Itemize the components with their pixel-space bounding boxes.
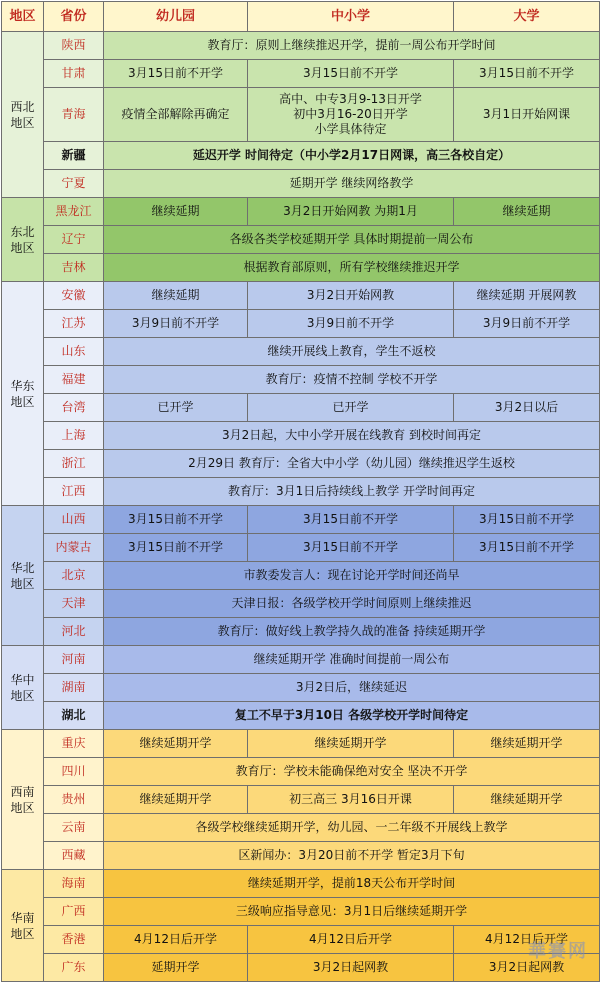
header-row <box>2 2 600 32</box>
province-cell: 四川 <box>44 758 104 786</box>
kindergarten-cell: 3月15日前不开学 <box>104 60 248 88</box>
policy-cell: 各级各类学校延期开学 具体时期提前一周公布 <box>104 226 600 254</box>
policy-cell: 教育厅：3月1日后持续线上教学 开学时间再定 <box>104 478 600 506</box>
policy-cell: 3月2日起，大中小学开展在线教育 到校时间再定 <box>104 422 600 450</box>
province-cell: 西藏 <box>44 842 104 870</box>
province-cell: 北京 <box>44 562 104 590</box>
table-row <box>2 338 600 366</box>
table-row <box>2 870 600 898</box>
header-primary-secondary: 中小学 <box>248 2 454 32</box>
province-cell: 宁夏 <box>44 170 104 198</box>
table-row <box>2 226 600 254</box>
province-cell: 江苏 <box>44 310 104 338</box>
kindergarten-cell: 已开学 <box>104 394 248 422</box>
policy-cell: 天津日报：各级学校开学时间原则上继续推迟 <box>104 590 600 618</box>
primary-secondary-cell: 高中、中专3月9-13日开学 初中3月16-20日开学 小学具体待定 <box>248 88 454 142</box>
policy-cell: 市教委发言人：现在讨论开学时间还尚早 <box>104 562 600 590</box>
watermark: 華賽网 <box>528 941 588 962</box>
table-row <box>2 366 600 394</box>
policy-cell: 教育厅：疫情不控制 学校不开学 <box>104 366 600 394</box>
university-cell: 3月2日以后 <box>454 394 600 422</box>
province-cell: 河北 <box>44 618 104 646</box>
policy-cell: 三级响应指导意见：3月1日后继续延期开学 <box>104 898 600 926</box>
university-cell: 3月1日开始网课 <box>454 88 600 142</box>
region-cell: 东北 地区 <box>2 198 44 282</box>
policy-cell: 延期开学 继续网络教学 <box>104 170 600 198</box>
table-row <box>2 534 600 562</box>
table-row <box>2 786 600 814</box>
table-row <box>2 282 600 310</box>
table-row <box>2 394 600 422</box>
table-body <box>2 32 600 982</box>
province-cell: 河南 <box>44 646 104 674</box>
policy-cell: 复工不早于3月10日 各级学校开学时间待定 <box>104 702 600 730</box>
policy-cell: 区新闻办：3月20日前不开学 暂定3月下旬 <box>104 842 600 870</box>
province-cell: 吉林 <box>44 254 104 282</box>
university-cell: 3月15日前不开学 <box>454 506 600 534</box>
policy-cell: 继续延期开学，提前18天公布开学时间 <box>104 870 600 898</box>
primary-secondary-cell: 3月15日前不开学 <box>248 60 454 88</box>
province-cell: 江西 <box>44 478 104 506</box>
kindergarten-cell: 4月12日后开学 <box>104 926 248 954</box>
kindergarten-cell: 延期开学 <box>104 954 248 982</box>
region-cell: 华北 地区 <box>2 506 44 646</box>
region-cell: 西北 地区 <box>2 32 44 198</box>
province-cell: 广东 <box>44 954 104 982</box>
table-row <box>2 170 600 198</box>
province-cell: 安徽 <box>44 282 104 310</box>
header-province: 省份 <box>44 2 104 32</box>
table-row <box>2 674 600 702</box>
table-row <box>2 88 600 142</box>
university-cell: 3月2日起网教 <box>454 954 600 982</box>
province-cell: 新疆 <box>44 142 104 170</box>
table-row <box>2 954 600 982</box>
primary-secondary-cell: 3月2日开始网教 <box>248 282 454 310</box>
province-cell: 陕西 <box>44 32 104 60</box>
policy-cell: 各级学校继续延期开学，幼儿园、一二年级不开展线上教学 <box>104 814 600 842</box>
policy-cell: 2月29日 教育厅：全省大中小学（幼儿园）继续推迟学生返校 <box>104 450 600 478</box>
university-cell: 4月12日后开学 <box>454 926 600 954</box>
table-row <box>2 842 600 870</box>
region-cell: 华南 地区 <box>2 870 44 982</box>
university-cell: 3月15日前不开学 <box>454 60 600 88</box>
university-cell: 继续延期开学 <box>454 730 600 758</box>
header-university: 大学 <box>454 2 600 32</box>
primary-secondary-cell: 3月15日前不开学 <box>248 506 454 534</box>
province-cell: 云南 <box>44 814 104 842</box>
table-row <box>2 898 600 926</box>
primary-secondary-cell: 已开学 <box>248 394 454 422</box>
region-cell: 西南 地区 <box>2 730 44 870</box>
policy-cell: 教育厅：学校未能确保绝对安全 坚决不开学 <box>104 758 600 786</box>
kindergarten-cell: 3月15日前不开学 <box>104 534 248 562</box>
region-cell: 华东 地区 <box>2 282 44 506</box>
primary-secondary-cell: 3月15日前不开学 <box>248 534 454 562</box>
kindergarten-cell: 继续延期 <box>104 198 248 226</box>
province-cell: 山东 <box>44 338 104 366</box>
province-cell: 浙江 <box>44 450 104 478</box>
kindergarten-cell: 3月15日前不开学 <box>104 506 248 534</box>
province-cell: 黑龙江 <box>44 198 104 226</box>
table-row <box>2 60 600 88</box>
table-row <box>2 478 600 506</box>
policy-cell: 3月2日后，继续延迟 <box>104 674 600 702</box>
province-cell: 台湾 <box>44 394 104 422</box>
university-cell: 继续延期 <box>454 198 600 226</box>
kindergarten-cell: 疫情全部解除再确定 <box>104 88 248 142</box>
policy-cell: 教育厅：原则上继续推迟开学，提前一周公布开学时间 <box>104 32 600 60</box>
primary-secondary-cell: 3月2日开始网教 为期1月 <box>248 198 454 226</box>
policy-cell: 继续开展线上教育，学生不返校 <box>104 338 600 366</box>
province-cell: 青海 <box>44 88 104 142</box>
primary-secondary-cell: 继续延期开学 <box>248 730 454 758</box>
province-cell: 重庆 <box>44 730 104 758</box>
province-cell: 贵州 <box>44 786 104 814</box>
province-cell: 天津 <box>44 590 104 618</box>
table-row <box>2 422 600 450</box>
table-row <box>2 646 600 674</box>
province-cell: 海南 <box>44 870 104 898</box>
kindergarten-cell: 继续延期 <box>104 282 248 310</box>
policy-cell: 教育厅：做好线上教学持久战的准备 持续延期开学 <box>104 618 600 646</box>
table-row <box>2 142 600 170</box>
province-cell: 辽宁 <box>44 226 104 254</box>
kindergarten-cell: 3月9日前不开学 <box>104 310 248 338</box>
table-row <box>2 814 600 842</box>
school-reopening-table <box>1 1 600 982</box>
kindergarten-cell: 继续延期开学 <box>104 730 248 758</box>
policy-cell: 延迟开学 时间待定（中小学2月17日网课，高三各校自定） <box>104 142 600 170</box>
table-row <box>2 310 600 338</box>
province-cell: 山西 <box>44 506 104 534</box>
table-row <box>2 198 600 226</box>
primary-secondary-cell: 3月9日前不开学 <box>248 310 454 338</box>
table-row <box>2 450 600 478</box>
university-cell: 3月9日前不开学 <box>454 310 600 338</box>
table-row <box>2 730 600 758</box>
province-cell: 福建 <box>44 366 104 394</box>
table-row <box>2 702 600 730</box>
table-row <box>2 32 600 60</box>
province-cell: 内蒙古 <box>44 534 104 562</box>
province-cell: 香港 <box>44 926 104 954</box>
primary-secondary-cell: 初三高三 3月16日开课 <box>248 786 454 814</box>
province-cell: 广西 <box>44 898 104 926</box>
table-row <box>2 562 600 590</box>
header-kindergarten: 幼儿园 <box>104 2 248 32</box>
primary-secondary-cell: 4月12日后开学 <box>248 926 454 954</box>
university-cell: 3月15日前不开学 <box>454 534 600 562</box>
header-region: 地区 <box>2 2 44 32</box>
region-cell: 华中 地区 <box>2 646 44 730</box>
table-row <box>2 618 600 646</box>
primary-secondary-cell: 3月2日起网教 <box>248 954 454 982</box>
province-cell: 湖南 <box>44 674 104 702</box>
university-cell: 继续延期开学 <box>454 786 600 814</box>
province-cell: 甘肃 <box>44 60 104 88</box>
policy-cell: 根据教育部原则，所有学校继续推迟开学 <box>104 254 600 282</box>
kindergarten-cell: 继续延期开学 <box>104 786 248 814</box>
province-cell: 湖北 <box>44 702 104 730</box>
table-row <box>2 926 600 954</box>
province-cell: 上海 <box>44 422 104 450</box>
policy-cell: 继续延期开学 准确时间提前一周公布 <box>104 646 600 674</box>
table-row <box>2 758 600 786</box>
table-row <box>2 254 600 282</box>
table-row <box>2 590 600 618</box>
table-row <box>2 506 600 534</box>
university-cell: 继续延期 开展网教 <box>454 282 600 310</box>
